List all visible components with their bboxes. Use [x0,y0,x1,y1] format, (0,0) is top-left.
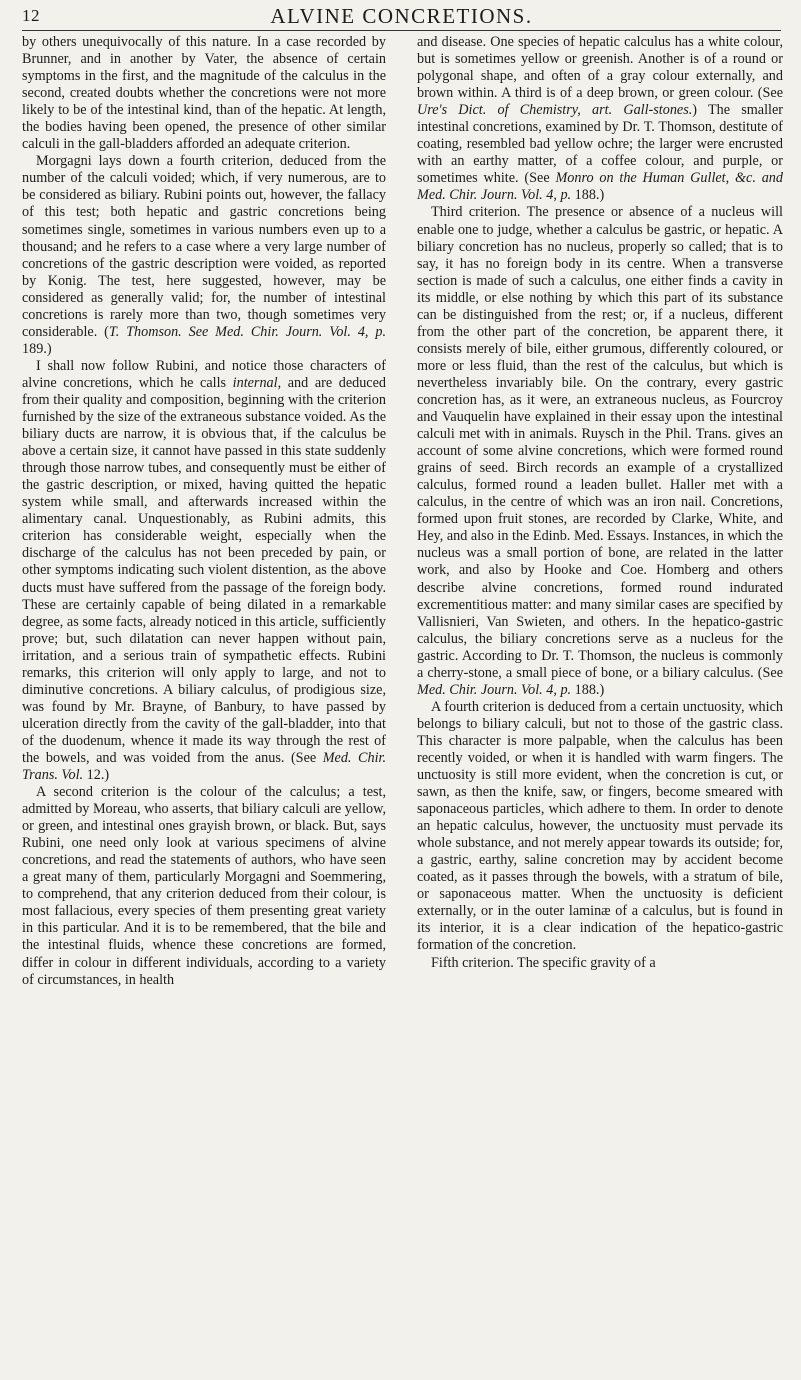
paragraph: Fifth criterion. The specific gravity of a [431,954,656,971]
citation: Med. Chir. Journ. Vol. 4, p. [417,681,572,698]
paragraph: Third criterion. The presence or absence of a nucleus will enable one to judge, whether a calculus be gastric, or hepatic. A biliary concretion has no nucleus, properly so called; that is to say, it has no foreign body in its centre. When a transverse section is made of such a calculus, one either finds a cavity in its middle, or else nothing by which this part of its substance can be distinguished from the rest; or, if a nucleus, different from the other part of the concretion, be apparent there, it consists merely of bile, either grumous, differently coloured, or more or less fluid, than the rest of the calculus, but which is nevertheless invariably bile. On the contrary, every gastric concretion has, as it were, an extraneous nucleus, as Fourcroy and Vauquelin have explained in their essay upon the intestinal calculi met with in animals. Ruysch in the Phil. Trans. gives an account of some alvine concretions, which were formed round grains of seed. Birch records an example of a crystallized calculus, formed round a leaden bullet. Haller met with a calculus, in the centre of which was an iron nail. Concretions, formed upon fruit stones, are recorded by Clarke, White, and Hey, and also in the Edinb. Med. Essays. Instances, in which the nucleus was a small portion of bone, are related in the latter work, and also by Hooke and Coe. Homberg and others describe alvine concretions, formed round indurated excrementitious matter: and many similar cases are specified by Vallisnieri, Van Swieten, and others. In the hepatico-gastric calculus, the biliary concretions serve as a nucleus for the gastric. According to Dr. T. Thomson, the nucleus is commonly a cherry-stone, a small piece of bone, or a biliary calculus. (See Med. Chir. Journ. Vol. 4, p. 188.) [417,204,783,698]
running-title: ALVINE CONCRETIONS. [270,4,533,28]
emphasis: internal [232,374,278,391]
page-header [22,4,781,31]
citation: T. Thomson. See Med. Chir. Journ. Vol. 4, p. [108,323,386,340]
citation: Med. Chir. Trans. Vol. [22,749,387,784]
citation: Ure's Dict. of Chemistry, art. Gall-stones. [417,102,693,119]
paragraph: by others unequivocally of this nature. In a case recorded by Brunner, and in another by Vater, the absence of certain symptoms in the first, and the magnitude of the calculus in the second, created doubts whether the concretions were not more likely to be of the intestinal kind, than of the hepatic. At length, the bodies having been opened, the presence of other similar calculi in the gall-bladders afforded an adequate criterion. [22,34,386,153]
right-column [417,34,783,972]
paragraph: A second criterion is the colour of the calculus; a test, admitted by Moreau, who asserts, that biliary calculi are yellow, or green, and intestinal ones grayish brown, or black. But, says Rubini, one need only look at various specimens of alvine concretions, and read the statements of authors, who have seen a great many of them, particularly Morgagni and Soemmering, to comprehend, that any criterion deduced from their colour, is most fallacious, every species of them presenting great variety in this particular. And it is to be remembered, that the bile and the intestinal fluids, whence these concretions are formed, differ in colour in different individuals, according to a variety of circumstances, in health [22,784,386,988]
paragraph: Morgagni lays down a fourth criterion, deduced from the number of the calculi voided; which, if very numerous, are to be considered as biliary. Rubini points out, however, the fallacy of this test; both hepatic and gastric concretions being sometimes single, sometimes in various numbers even up to a thousand; and he refers to a case where a very large number of concretions of the gastric description were voided, as reported by Konig. The test, here suggested, however, may be considered as generally valid; for, the number of intestinal concretions is rarely more than two, though sometimes very considerable. (T. Thomson. See Med. Chir. Journ. Vol. 4, p. 189.) [22,153,386,357]
paragraph: I shall now follow Rubini, and notice those characters of alvine concretions, which he calls internal, and are deduced from their quality and composition, beginning with the criterion furnished by the size of the extraneous substance voided. As the biliary ducts are narrow, it is obvious that, if the calculus be above a certain size, it cannot have passed in this state suddenly through those narrow tubes, and consequently must be either of the gastric description, or mixed, having quitted the hepatic system while small, and afterwards increased within the alimentary canal. Unquestionably, as Rubini admits, this criterion has considerable weight, especially when the discharge of the calculus has not been preceded by pain, or other symptoms indicating such violent distention, as the above ducts must have suffered from the passage of the foreign body. These are certainly capable of being dilated in a remarkable degree, as some facts, already noticed in this article, sufficiently prove; but, such dilatation can never happen without pain, irritation, and a serious train of sympathetic effects. Rubini remarks, this criterion will only apply to large, and not to diminutive concretions. A biliary calculus, of prodigious size, was found by Mr. Brayne, of Banbury, to have passed by ulceration directly from the cavity of the gall-bladder, into that of the duodenum, whence it made its way through the rest of the bowels, and was voided from the anus. (See Med. Chir. Trans. Vol. 12.) [22,357,387,784]
paragraph: and disease. One species of hepatic calculus has a white colour, but is sometimes yellow or greenish. Another is of a round or polygonal shape, and often of a gray colour externally, and brown within. A third is of a deep brown, or green colour. (See Ure's Dict. of Chemistry, art. Gall-stones.) The smaller intestinal concretions, examined by Dr. T. Thomson, destitute of coating, resembled bad yellow ochre; the larger were encrusted with an earthy matter, of a coffee colour, and purple, or sometimes white. (See Monro on the Human Gullet, &c. and Med. Chir. Journ. Vol. 4, p. 188.) [417,34,783,204]
page-number: 12 [22,6,40,25]
left-column [22,34,386,989]
citation: Monro on the Human Gullet, &c. and Med. Chir. Journ. Vol. 4, p. [417,170,783,204]
paragraph: A fourth criterion is deduced from a certain unctuosity, which belongs to biliary calculi, but not to those of the gastric class. This character is more palpable, when the calculus has been recently voided, or when it is handled with warm fingers. The unctuosity is still more evident, when the concretion is cut, or sawn, as then the knife, saw, or fingers, become smeared with saponaceous particles, which adhere to them. In order to denote an hepatic calculus, however, the unctuosity must pervade its whole substance, and not merely appear towards its outside; for, a gastric, earthy, saline concretion may by accident become coated, as it passes through the bowels, with a stratum of bile, or saponaceous matter. When the unctuosity is deficient externally, or in the outer laminæ of a calculus, but is found in its interior, it is a clear indication of the hepatico-gastric formation of the concretion. [417,698,783,954]
